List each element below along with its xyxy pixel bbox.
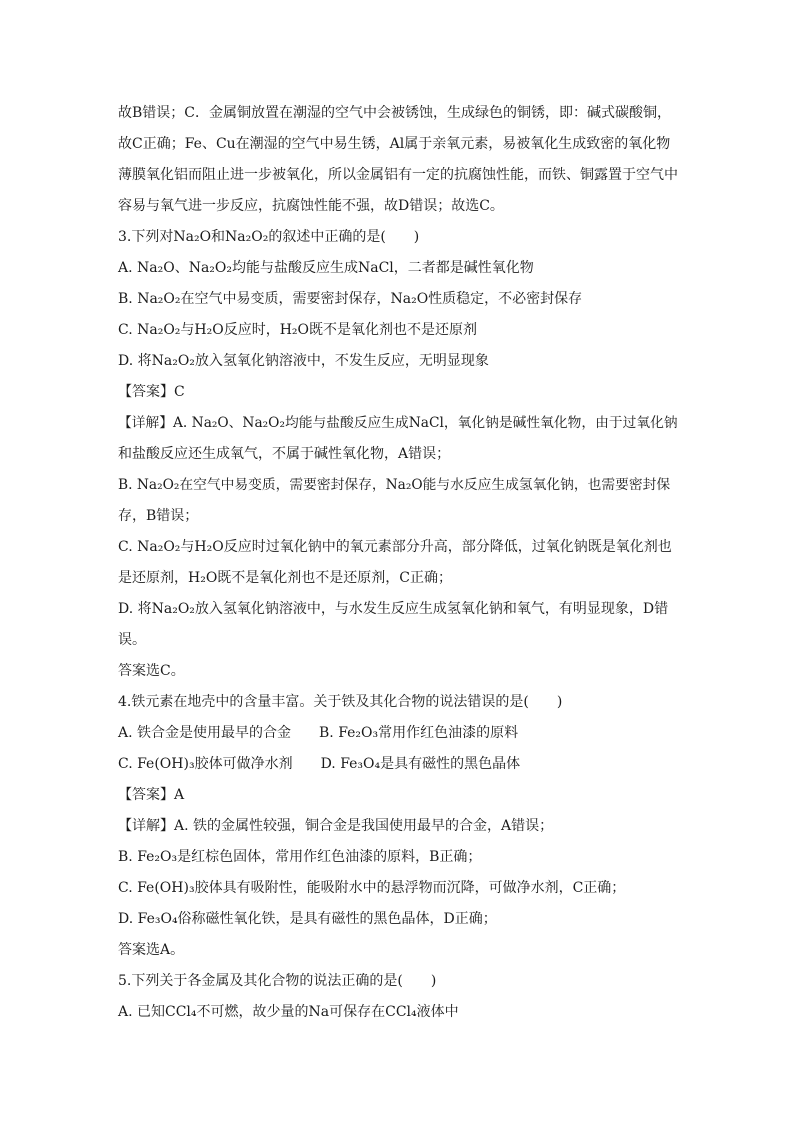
question-3-explanation: 【详解】A. Na₂O、Na₂O₂均能与盐酸反应生成NaCl，氧化钠是碱性氧化物，由于过氧化钠 bbox=[118, 415, 678, 431]
text-line: B. Fe₂O₃是红棕色固体，常用作红色油漆的原料，B正确； bbox=[118, 849, 482, 865]
text-line: 故C正确；Fe、Cu在潮湿的空气中易生锈，Al属于亲氧元素，易被氧化生成致密的氧化物 bbox=[118, 136, 671, 152]
text-line: 误。 bbox=[118, 632, 146, 648]
question-3-option-c: C. Na₂O₂与H₂O反应时，H₂O既不是氧化剂也不是还原剂 bbox=[118, 322, 478, 338]
text-line: 是还原剂，H₂O既不是氧化剂也不是还原剂，C正确； bbox=[118, 570, 453, 586]
question-4-stem: 4.铁元素在地壳中的含量丰富。关于铁及其化合物的说法错误的是( ) bbox=[118, 694, 563, 710]
question-3-answer: 【答案】C bbox=[118, 384, 185, 400]
text-line: C. Fe(OH)₃胶体具有吸附性，能吸附水中的悬浮物而沉降，可做净水剂，C正确； bbox=[118, 880, 626, 896]
question-4-answer: 【答案】A bbox=[118, 787, 185, 803]
question-5-option-a: A. 已知CCl₄不可燃，故少量的Na可保存在CCl₄液体中 bbox=[118, 1004, 459, 1020]
text-line: 和盐酸反应还生成氧气，不属于碱性氧化物，A错误； bbox=[118, 446, 451, 462]
text-line: 存，B错误； bbox=[118, 508, 199, 524]
question-4-options-cd: C. Fe(OH)₃胶体可做净水剂 D. Fe₃O₄是具有磁性的黑色晶体 bbox=[118, 756, 521, 772]
question-3-option-a: A. Na₂O、Na₂O₂均能与盐酸反应生成NaCl，二者都是碱性氧化物 bbox=[118, 260, 534, 276]
text-line: C. Na₂O₂与H₂O反应时过氧化钠中的氧元素部分升高，部分降低，过氧化钠既是氧化剂也 bbox=[118, 539, 672, 555]
text-line: 故B错误；C．金属铜放置在潮湿的空气中会被锈蚀，生成绿色的铜锈，即：碱式碳酸铜， bbox=[118, 105, 671, 121]
question-4-conclusion: 答案选A。 bbox=[118, 942, 185, 958]
text-line: B. Na₂O₂在空气中易变质，需要密封保存，Na₂O能与水反应生成氢氧化钠，也需要密封保 bbox=[118, 477, 671, 493]
text-line: D. 将Na₂O₂放入氢氧化钠溶液中，与水发生反应生成氢氧化钠和氧气，有明显现象，D错 bbox=[118, 601, 669, 617]
question-3-stem: 3.下列对Na₂O和Na₂O₂的叙述中正确的是( ) bbox=[118, 229, 420, 245]
question-3-option-b: B. Na₂O₂在空气中易变质，需要密封保存，Na₂O性质稳定，不必密封保存 bbox=[118, 291, 583, 307]
question-4-explanation: 【详解】A. 铁的金属性较强，铜合金是我国使用最早的合金，A错误； bbox=[118, 818, 554, 834]
question-4-options-ab: A. 铁合金是使用最早的合金 B. Fe₂O₃常用作红色油漆的原料 bbox=[118, 725, 519, 741]
question-3-conclusion: 答案选C。 bbox=[118, 663, 185, 679]
text-line: 薄膜氧化铝而阻止进一步被氧化，所以金属铝有一定的抗腐蚀性能，而铁、铜露置于空气中 bbox=[118, 167, 678, 183]
question-5-stem: 5.下列关于各金属及其化合物的说法正确的是( ) bbox=[118, 973, 437, 989]
text-line: D. Fe₃O₄俗称磁性氧化铁，是具有磁性的黑色晶体，D正确； bbox=[118, 911, 497, 927]
text-line: 容易与氧气进一步反应，抗腐蚀性能不强，故D错误；故选C。 bbox=[118, 198, 504, 214]
question-3-option-d: D. 将Na₂O₂放入氢氧化钠溶液中，不发生反应，无明显现象 bbox=[118, 353, 489, 369]
